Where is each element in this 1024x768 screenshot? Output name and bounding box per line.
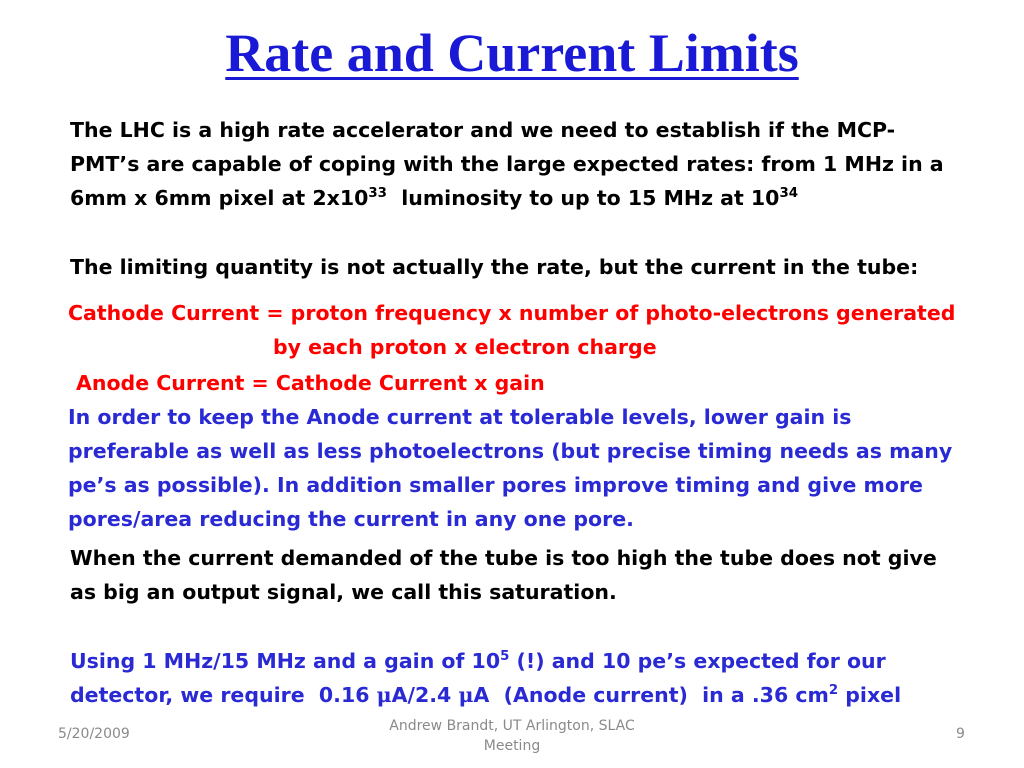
anode-current-formula	[76, 366, 545, 400]
limiting-quantity-text	[70, 250, 918, 284]
footer-page-number: 9	[956, 726, 965, 742]
using-line-1	[70, 644, 901, 678]
gain-paragraph	[68, 400, 952, 536]
gain-line-4: pores/area reducing the current in any one pore.	[68, 507, 634, 531]
intro-line-3-a: 6mm x 6mm pixel at 2x10	[70, 186, 369, 210]
intro-paragraph	[70, 113, 944, 215]
gain-line-3: pe’s as possible). In addition smaller pores improve timing and give more	[68, 473, 923, 497]
luminosity-exponent: 33	[368, 186, 387, 202]
gain-line-1: In order to keep the Anode current at tolerable levels, lower gain is	[68, 405, 852, 429]
saturation-line-1: When the current demanded of the tube is too high the tube does not give	[70, 546, 937, 570]
using-line-1-a: Using 1 MHz/15 MHz and a gain of 10	[70, 649, 501, 673]
luminosity-exponent-2: 34	[779, 186, 798, 202]
footer-presenter	[360, 716, 664, 756]
cathode-line-2: by each proton x electron charge	[273, 335, 657, 359]
footer-date: 5/20/2009	[58, 726, 130, 742]
footer-presenter-line-2: Meeting	[483, 738, 541, 754]
gain-exponent: 5	[500, 649, 510, 665]
saturation-paragraph	[70, 541, 937, 609]
cathode-line-1: Cathode Current = proton frequency x number of photo-electrons generated	[68, 301, 956, 325]
saturation-line-2: as big an output signal, we call this saturation.	[70, 580, 617, 604]
using-line-2-d: pixel	[838, 683, 902, 707]
using-line-1-b: (!) and 10 pe’s expected for our	[509, 649, 886, 673]
intro-line-1: The LHC is a high rate accelerator and we need to establish if the MCP-	[70, 118, 896, 142]
gain-line-2: preferable as well as less photoelectrons (but precise timing needs as many	[68, 439, 953, 463]
footer-presenter-line-1: Andrew Brandt, UT Arlington, SLAC	[389, 718, 635, 734]
slide-title-text: Rate and Current Limits	[225, 23, 799, 83]
intro-line-3	[70, 181, 944, 215]
anode-line: Anode Current = Cathode Current x gain	[76, 371, 545, 395]
micro-symbol-1: μ	[376, 683, 392, 707]
using-line-2-b: A/2.4	[391, 683, 459, 707]
using-line-2	[70, 678, 901, 712]
using-paragraph	[70, 644, 901, 712]
micro-symbol-2: μ	[458, 683, 474, 707]
slide-title	[0, 22, 1024, 84]
using-line-2-a: detector, we require 0.16	[70, 683, 377, 707]
using-line-2-c: A (Anode current) in a .36 cm	[473, 683, 829, 707]
intro-line-3-b: luminosity to up to 15 MHz at 10	[386, 186, 780, 210]
cathode-current-formula	[68, 296, 955, 364]
limiting-line: The limiting quantity is not actually the rate, but the current in the tube:	[70, 255, 919, 279]
area-exponent: 2	[828, 683, 839, 699]
intro-line-2: PMT’s are capable of coping with the large expected rates: from 1 MHz in a	[70, 152, 944, 176]
